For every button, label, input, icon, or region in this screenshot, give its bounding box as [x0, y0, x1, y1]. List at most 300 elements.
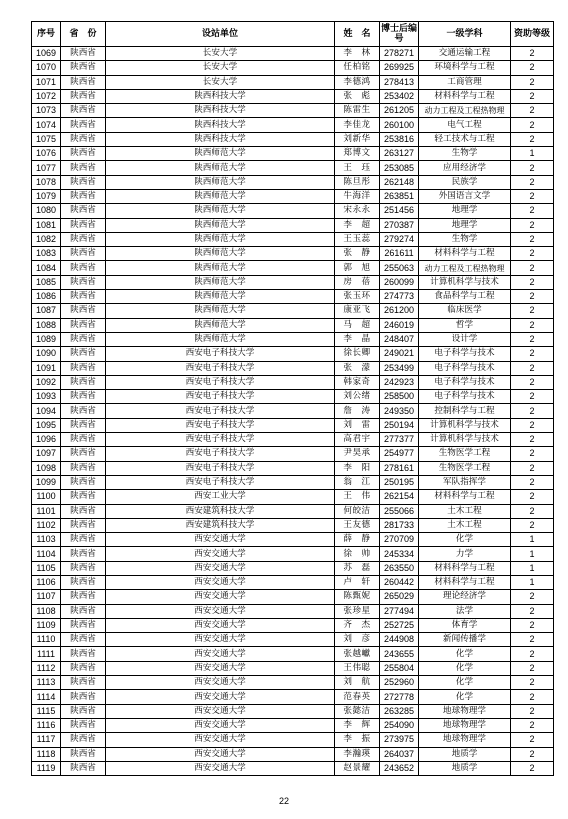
seq-cell: 1105: [32, 561, 61, 575]
seq-cell: 1099: [32, 475, 61, 489]
province-cell: 陕西省: [61, 761, 106, 775]
table-row: [32, 633, 554, 647]
level-cell: 2: [511, 661, 554, 675]
seq-cell: 1098: [32, 461, 61, 475]
level-cell: 1: [511, 547, 554, 561]
table-row: [32, 147, 554, 161]
table-row: [32, 561, 554, 575]
table-row: [32, 547, 554, 561]
id-cell: 244908: [380, 633, 419, 647]
id-cell: 255066: [380, 504, 419, 518]
seq-cell: 1079: [32, 189, 61, 203]
table-row: [32, 461, 554, 475]
discipline-cell: 地质学: [419, 747, 511, 761]
seq-cell: 1077: [32, 161, 61, 175]
level-cell: 2: [511, 132, 554, 146]
level-cell: 2: [511, 61, 554, 75]
id-cell: 250195: [380, 475, 419, 489]
province-cell: 陕西省: [61, 490, 106, 504]
id-cell: 277377: [380, 433, 419, 447]
seq-cell: 1097: [32, 447, 61, 461]
unit-cell: 西安交通大学: [106, 575, 335, 589]
unit-cell: 西安交通大学: [106, 590, 335, 604]
level-cell: 2: [511, 75, 554, 89]
id-cell: 279274: [380, 232, 419, 246]
unit-cell: 长安大学: [106, 47, 335, 61]
id-cell: 264037: [380, 747, 419, 761]
province-cell: 陕西省: [61, 218, 106, 232]
name-cell: 李佳龙: [335, 118, 380, 132]
name-cell: 张越巘: [335, 647, 380, 661]
id-cell: 243652: [380, 761, 419, 775]
name-cell: 李 辉: [335, 718, 380, 732]
level-cell: 1: [511, 533, 554, 547]
level-cell: 2: [511, 475, 554, 489]
level-cell: 2: [511, 89, 554, 103]
table-row: [32, 47, 554, 61]
id-cell: 248407: [380, 332, 419, 346]
table-row: [32, 404, 554, 418]
unit-cell: 陕西师范大学: [106, 218, 335, 232]
unit-cell: 西安建筑科技大学: [106, 518, 335, 532]
seq-cell: 1073: [32, 104, 61, 118]
province-cell: 陕西省: [61, 618, 106, 632]
id-cell: 249021: [380, 347, 419, 361]
level-cell: 2: [511, 490, 554, 504]
level-cell: 2: [511, 218, 554, 232]
province-cell: 陕西省: [61, 747, 106, 761]
seq-cell: 1103: [32, 533, 61, 547]
table-row: [32, 361, 554, 375]
id-cell: 258500: [380, 390, 419, 404]
header-row: [32, 22, 554, 47]
province-cell: 陕西省: [61, 447, 106, 461]
province-cell: 陕西省: [61, 718, 106, 732]
seq-cell: 1069: [32, 47, 61, 61]
name-cell: 康亚飞: [335, 304, 380, 318]
province-cell: 陕西省: [61, 332, 106, 346]
page-number: 22: [278, 796, 289, 806]
discipline-cell: 化学: [419, 533, 511, 547]
table-row: [32, 132, 554, 146]
province-cell: 陕西省: [61, 533, 106, 547]
header-province: 省 份: [61, 22, 106, 47]
discipline-cell: 法学: [419, 604, 511, 618]
discipline-cell: 地球物理学: [419, 704, 511, 718]
seq-cell: 1116: [32, 718, 61, 732]
unit-cell: 陕西师范大学: [106, 204, 335, 218]
header-discipline: 一级学科: [419, 22, 511, 47]
table-row: [32, 204, 554, 218]
province-cell: 陕西省: [61, 475, 106, 489]
level-cell: 2: [511, 375, 554, 389]
level-cell: 2: [511, 761, 554, 775]
discipline-cell: 地质学: [419, 761, 511, 775]
province-cell: 陕西省: [61, 89, 106, 103]
seq-cell: 1102: [32, 518, 61, 532]
table-row: [32, 89, 554, 103]
discipline-cell: 生物学: [419, 147, 511, 161]
discipline-cell: 计算机科学与技术: [419, 433, 511, 447]
province-cell: 陕西省: [61, 733, 106, 747]
level-cell: 2: [511, 718, 554, 732]
seq-cell: 1080: [32, 204, 61, 218]
name-cell: 李 振: [335, 733, 380, 747]
unit-cell: 长安大学: [106, 75, 335, 89]
level-cell: 2: [511, 104, 554, 118]
discipline-cell: 动力工程及工程热物理: [419, 104, 511, 118]
level-cell: 2: [511, 647, 554, 661]
unit-cell: 西安交通大学: [106, 604, 335, 618]
id-cell: 269925: [380, 61, 419, 75]
id-cell: 270387: [380, 218, 419, 232]
id-cell: 261611: [380, 247, 419, 261]
discipline-cell: 交通运输工程: [419, 47, 511, 61]
discipline-cell: 电子科学与技术: [419, 361, 511, 375]
seq-cell: 1115: [32, 704, 61, 718]
name-cell: 刘新华: [335, 132, 380, 146]
table-row: [32, 533, 554, 547]
level-cell: 2: [511, 733, 554, 747]
seq-cell: 1100: [32, 490, 61, 504]
level-cell: 2: [511, 204, 554, 218]
seq-cell: 1096: [32, 433, 61, 447]
unit-cell: 西安交通大学: [106, 704, 335, 718]
id-cell: 254090: [380, 718, 419, 732]
table-row: [32, 75, 554, 89]
id-cell: 242923: [380, 375, 419, 389]
discipline-cell: 理论经济学: [419, 590, 511, 604]
seq-cell: 1092: [32, 375, 61, 389]
id-cell: 278161: [380, 461, 419, 475]
province-cell: 陕西省: [61, 561, 106, 575]
unit-cell: 陕西师范大学: [106, 147, 335, 161]
discipline-cell: 化学: [419, 647, 511, 661]
name-cell: 徐长卿: [335, 347, 380, 361]
name-cell: 王 伟: [335, 490, 380, 504]
seq-cell: 1081: [32, 218, 61, 232]
name-cell: 苏 磊: [335, 561, 380, 575]
table-row: [32, 433, 554, 447]
province-cell: 陕西省: [61, 418, 106, 432]
province-cell: 陕西省: [61, 518, 106, 532]
name-cell: 李 阳: [335, 461, 380, 475]
unit-cell: 陕西科技大学: [106, 118, 335, 132]
table-row: [32, 676, 554, 690]
discipline-cell: 地球物理学: [419, 718, 511, 732]
id-cell: 273975: [380, 733, 419, 747]
name-cell: 陈雷生: [335, 104, 380, 118]
name-cell: 李 林: [335, 47, 380, 61]
seq-cell: 1113: [32, 676, 61, 690]
discipline-cell: 临床医学: [419, 304, 511, 318]
unit-cell: 西安电子科技大学: [106, 375, 335, 389]
name-cell: 刘公绪: [335, 390, 380, 404]
table-row: [32, 61, 554, 75]
table-row: [32, 275, 554, 289]
id-cell: 263550: [380, 561, 419, 575]
id-cell: 255063: [380, 261, 419, 275]
header-id: 博士后编 号: [380, 22, 419, 47]
name-cell: 李 超: [335, 218, 380, 232]
name-cell: 刘 航: [335, 676, 380, 690]
discipline-cell: 民族学: [419, 175, 511, 189]
province-cell: 陕西省: [61, 433, 106, 447]
table-row: [32, 447, 554, 461]
province-cell: 陕西省: [61, 575, 106, 589]
table-row: [32, 761, 554, 775]
level-cell: 2: [511, 704, 554, 718]
table-row: [32, 375, 554, 389]
table-row: [32, 590, 554, 604]
province-cell: 陕西省: [61, 633, 106, 647]
id-cell: 255804: [380, 661, 419, 675]
province-cell: 陕西省: [61, 375, 106, 389]
discipline-cell: 军队指挥学: [419, 475, 511, 489]
seq-cell: 1087: [32, 304, 61, 318]
name-cell: 张 濛: [335, 361, 380, 375]
id-cell: 253499: [380, 361, 419, 375]
level-cell: 2: [511, 189, 554, 203]
seq-cell: 1078: [32, 175, 61, 189]
name-cell: 任柏铭: [335, 61, 380, 75]
name-cell: 王友德: [335, 518, 380, 532]
unit-cell: 陕西师范大学: [106, 189, 335, 203]
name-cell: 李 晶: [335, 332, 380, 346]
name-cell: 张珍星: [335, 604, 380, 618]
province-cell: 陕西省: [61, 404, 106, 418]
header-level: 资助等级: [511, 22, 554, 47]
table-row: [32, 104, 554, 118]
unit-cell: 长安大学: [106, 61, 335, 75]
province-cell: 陕西省: [61, 547, 106, 561]
name-cell: 范春英: [335, 690, 380, 704]
table-row: [32, 347, 554, 361]
level-cell: 2: [511, 361, 554, 375]
province-cell: 陕西省: [61, 461, 106, 475]
id-cell: 263285: [380, 704, 419, 718]
id-cell: 245334: [380, 547, 419, 561]
discipline-cell: 体育学: [419, 618, 511, 632]
id-cell: 265029: [380, 590, 419, 604]
discipline-cell: 土木工程: [419, 518, 511, 532]
table-row: [32, 575, 554, 589]
level-cell: 2: [511, 447, 554, 461]
table-row: [32, 618, 554, 632]
id-cell: 272778: [380, 690, 419, 704]
id-cell: 253085: [380, 161, 419, 175]
province-cell: 陕西省: [61, 175, 106, 189]
province-cell: 陕西省: [61, 390, 106, 404]
name-cell: 尹昊承: [335, 447, 380, 461]
unit-cell: 陕西师范大学: [106, 232, 335, 246]
table-row: [32, 304, 554, 318]
table-row: [32, 475, 554, 489]
discipline-cell: 应用经济学: [419, 161, 511, 175]
level-cell: 1: [511, 561, 554, 575]
level-cell: 2: [511, 590, 554, 604]
seq-cell: 1085: [32, 275, 61, 289]
unit-cell: 西安电子科技大学: [106, 433, 335, 447]
name-cell: 薛 静: [335, 533, 380, 547]
seq-cell: 1093: [32, 390, 61, 404]
seq-cell: 1094: [32, 404, 61, 418]
unit-cell: 西安交通大学: [106, 661, 335, 675]
province-cell: 陕西省: [61, 118, 106, 132]
name-cell: 牛海洋: [335, 189, 380, 203]
discipline-cell: 材料科学与工程: [419, 561, 511, 575]
discipline-cell: 地理学: [419, 218, 511, 232]
discipline-cell: 设计学: [419, 332, 511, 346]
table-row: [32, 504, 554, 518]
id-cell: 261205: [380, 104, 419, 118]
discipline-cell: 生物医学工程: [419, 447, 511, 461]
level-cell: 2: [511, 347, 554, 361]
name-cell: 翁 江: [335, 475, 380, 489]
unit-cell: 西安交通大学: [106, 633, 335, 647]
id-cell: 243655: [380, 647, 419, 661]
province-cell: 陕西省: [61, 204, 106, 218]
id-cell: 253816: [380, 132, 419, 146]
level-cell: 2: [511, 261, 554, 275]
funding-table: [31, 21, 554, 776]
unit-cell: 西安电子科技大学: [106, 461, 335, 475]
discipline-cell: 动力工程及工程热物理: [419, 261, 511, 275]
id-cell: 270709: [380, 533, 419, 547]
unit-cell: 陕西师范大学: [106, 332, 335, 346]
unit-cell: 西安电子科技大学: [106, 418, 335, 432]
province-cell: 陕西省: [61, 347, 106, 361]
id-cell: 263851: [380, 189, 419, 203]
id-cell: 281733: [380, 518, 419, 532]
name-cell: 赵景耀: [335, 761, 380, 775]
id-cell: 246019: [380, 318, 419, 332]
table-row: [32, 261, 554, 275]
province-cell: 陕西省: [61, 304, 106, 318]
name-cell: 郭 旭: [335, 261, 380, 275]
unit-cell: 西安交通大学: [106, 561, 335, 575]
seq-cell: 1101: [32, 504, 61, 518]
name-cell: 房 蓓: [335, 275, 380, 289]
id-cell: 278271: [380, 47, 419, 61]
id-cell: 250194: [380, 418, 419, 432]
level-cell: 2: [511, 390, 554, 404]
unit-cell: 西安电子科技大学: [106, 390, 335, 404]
id-cell: 251456: [380, 204, 419, 218]
level-cell: 2: [511, 461, 554, 475]
province-cell: 陕西省: [61, 147, 106, 161]
unit-cell: 陕西师范大学: [106, 318, 335, 332]
discipline-cell: 材料科学与工程: [419, 89, 511, 103]
discipline-cell: 新闻传播学: [419, 633, 511, 647]
discipline-cell: 环境科学与工程: [419, 61, 511, 75]
level-cell: 2: [511, 433, 554, 447]
discipline-cell: 材料科学与工程: [419, 247, 511, 261]
level-cell: 2: [511, 518, 554, 532]
seq-cell: 1075: [32, 132, 61, 146]
seq-cell: 1111: [32, 647, 61, 661]
name-cell: 陈旦彤: [335, 175, 380, 189]
unit-cell: 西安交通大学: [106, 718, 335, 732]
unit-cell: 西安交通大学: [106, 547, 335, 561]
name-cell: 高君宇: [335, 433, 380, 447]
discipline-cell: 食品科学与工程: [419, 290, 511, 304]
id-cell: 274773: [380, 290, 419, 304]
seq-cell: 1106: [32, 575, 61, 589]
name-cell: 马 超: [335, 318, 380, 332]
seq-cell: 1095: [32, 418, 61, 432]
name-cell: 王 珏: [335, 161, 380, 175]
id-cell: 277494: [380, 604, 419, 618]
discipline-cell: 外国语言文学: [419, 189, 511, 203]
table-row: [32, 118, 554, 132]
table-row: [32, 189, 554, 203]
province-cell: 陕西省: [61, 504, 106, 518]
seq-cell: 1107: [32, 590, 61, 604]
discipline-cell: 材料科学与工程: [419, 575, 511, 589]
name-cell: 刘 雷: [335, 418, 380, 432]
name-cell: 陈甄妮: [335, 590, 380, 604]
level-cell: 2: [511, 275, 554, 289]
unit-cell: 陕西师范大学: [106, 275, 335, 289]
unit-cell: 西安交通大学: [106, 647, 335, 661]
table-row: [32, 718, 554, 732]
table-row: [32, 218, 554, 232]
table-body: [32, 47, 554, 776]
seq-cell: 1086: [32, 290, 61, 304]
id-cell: 254977: [380, 447, 419, 461]
discipline-cell: 电子科学与技术: [419, 347, 511, 361]
province-cell: 陕西省: [61, 690, 106, 704]
seq-cell: 1090: [32, 347, 61, 361]
level-cell: 2: [511, 504, 554, 518]
province-cell: 陕西省: [61, 75, 106, 89]
header-unit: 设站单位: [106, 22, 335, 47]
table-row: [32, 390, 554, 404]
id-cell: 260099: [380, 275, 419, 289]
unit-cell: 陕西科技大学: [106, 89, 335, 103]
header-seq: 序号: [32, 22, 61, 47]
seq-cell: 1091: [32, 361, 61, 375]
unit-cell: 陕西师范大学: [106, 290, 335, 304]
discipline-cell: 电子科学与技术: [419, 375, 511, 389]
id-cell: 262148: [380, 175, 419, 189]
unit-cell: 陕西科技大学: [106, 104, 335, 118]
discipline-cell: 生物学: [419, 232, 511, 246]
id-cell: 260442: [380, 575, 419, 589]
unit-cell: 西安电子科技大学: [106, 475, 335, 489]
level-cell: 2: [511, 618, 554, 632]
seq-cell: 1114: [32, 690, 61, 704]
discipline-cell: 电气工程: [419, 118, 511, 132]
seq-cell: 1117: [32, 733, 61, 747]
seq-cell: 1110: [32, 633, 61, 647]
seq-cell: 1088: [32, 318, 61, 332]
unit-cell: 西安交通大学: [106, 690, 335, 704]
discipline-cell: 轻工技术与工程: [419, 132, 511, 146]
name-cell: 徐 帅: [335, 547, 380, 561]
name-cell: 齐 杰: [335, 618, 380, 632]
province-cell: 陕西省: [61, 676, 106, 690]
level-cell: 2: [511, 418, 554, 432]
name-cell: 王伟聪: [335, 661, 380, 675]
unit-cell: 陕西师范大学: [106, 261, 335, 275]
level-cell: 2: [511, 604, 554, 618]
discipline-cell: 化学: [419, 661, 511, 675]
name-cell: 郑博文: [335, 147, 380, 161]
id-cell: 262154: [380, 490, 419, 504]
unit-cell: 西安建筑科技大学: [106, 504, 335, 518]
